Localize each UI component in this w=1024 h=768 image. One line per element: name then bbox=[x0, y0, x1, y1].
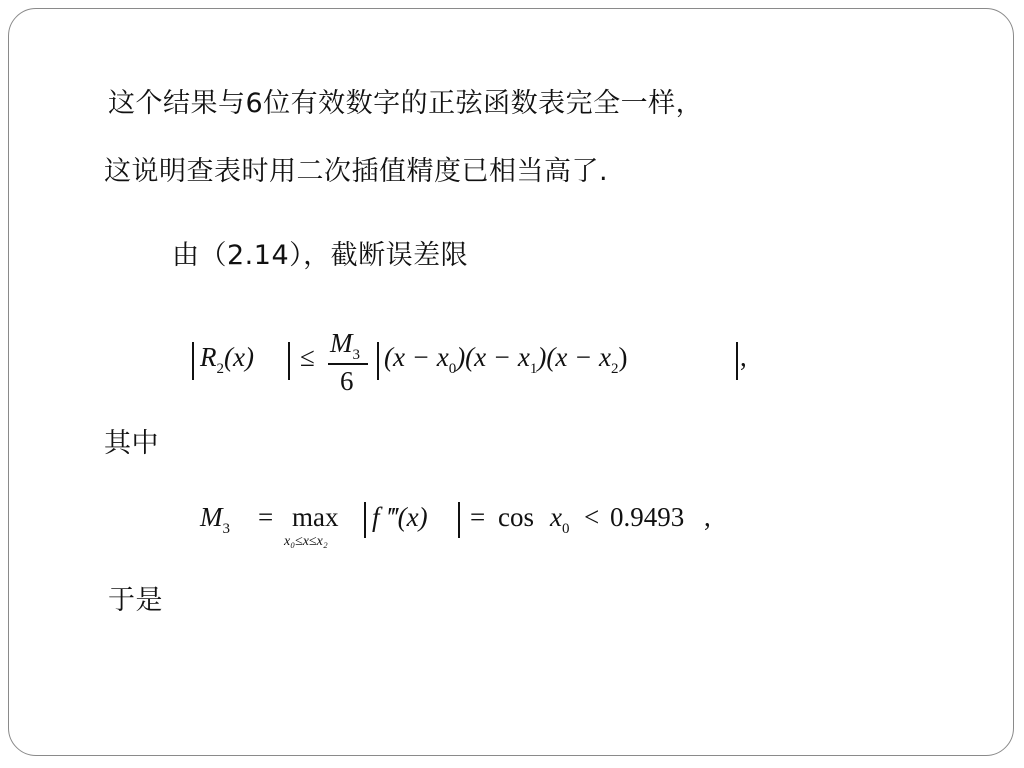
max-range: x₀≤x≤x₂ bbox=[284, 534, 328, 549]
abs-bar-left-2 bbox=[377, 342, 379, 380]
abs-bar-right-3 bbox=[458, 502, 460, 538]
third-derivative: f ‴(x) bbox=[372, 502, 428, 532]
text-line-conclusion: 这说明查表时用二次插值精度已相当高了. bbox=[104, 156, 609, 187]
abs-bar-left bbox=[192, 342, 194, 380]
less-than: < bbox=[584, 502, 600, 532]
cos-function: cos bbox=[498, 502, 534, 532]
comma: , bbox=[740, 342, 747, 372]
slide-frame bbox=[8, 8, 1014, 756]
comma-2: , bbox=[704, 502, 711, 532]
fraction-numerator: $M_3$ bbox=[330, 328, 360, 363]
abs-bar-right bbox=[288, 342, 290, 380]
fraction-bar bbox=[328, 363, 368, 365]
fraction-denominator: 6 bbox=[340, 366, 354, 396]
abs-bar-right-2 bbox=[736, 342, 738, 380]
text-line-where: 其中 bbox=[104, 428, 159, 459]
abs-bar-left-3 bbox=[364, 502, 366, 538]
equals-sign: = bbox=[258, 502, 274, 532]
equals-sign-2: = bbox=[470, 502, 486, 532]
product-term: $(x - x_0)(x - x_1)(x - x_2)$ bbox=[384, 342, 628, 377]
le-sign: ≤ bbox=[300, 342, 315, 372]
max-operator: max bbox=[292, 502, 339, 532]
remainder-term: $R_2(x)$ bbox=[200, 342, 254, 377]
m3-term: $M_3$ bbox=[200, 502, 230, 537]
text-line-result: 这个结果与6位有效数字的正弦函数表完全一样， bbox=[108, 88, 704, 119]
bound-value: 0.9493 bbox=[610, 502, 685, 532]
x0-term: $x_0$ bbox=[550, 502, 570, 537]
text-line-truncation: 由（2.14），截断误差限 bbox=[172, 240, 469, 271]
text-line-therefore: 于是 bbox=[108, 585, 163, 616]
